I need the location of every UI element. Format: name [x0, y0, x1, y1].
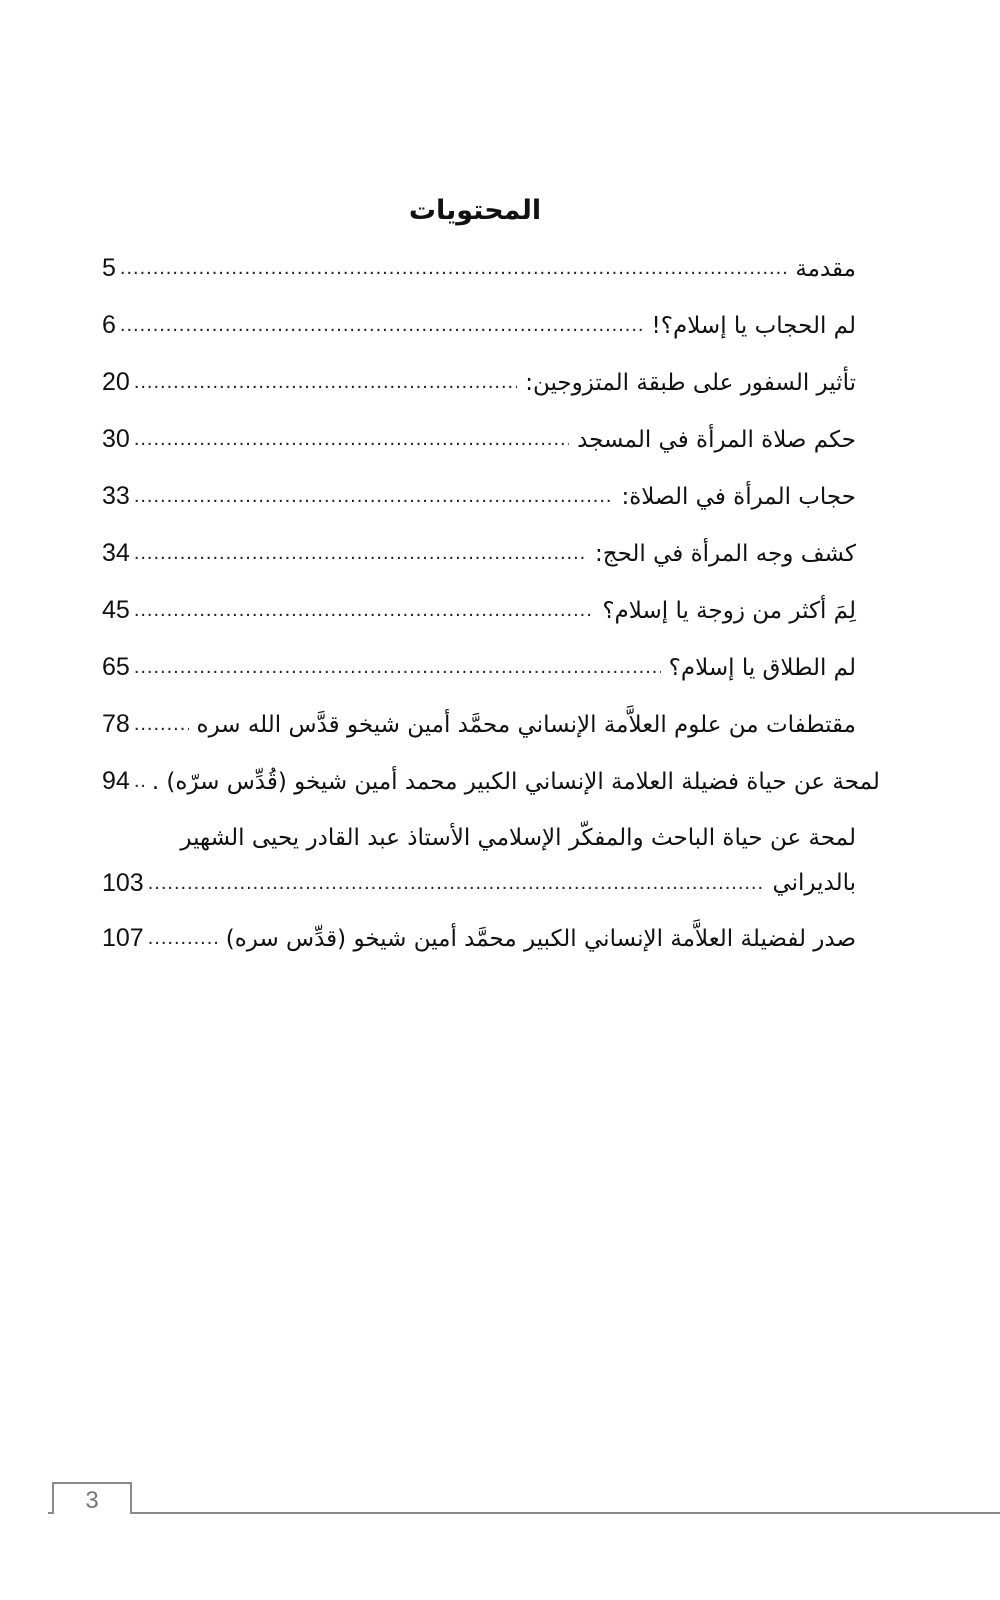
toc-entry — [102, 354, 856, 411]
toc-entry-title: حجاب المرأة في الصلاة: — [621, 483, 856, 510]
toc-entry-title: لِمَ أكثر من زوجة يا إسلام؟ — [602, 597, 856, 624]
toc-entry-title-continued: بالديراني — [772, 870, 856, 896]
toc-entry — [102, 696, 856, 753]
toc-entry-title: لمحة عن حياة فضيلة العلامة الإنساني الكبير محمد أمين شيخو (قُدِّس سرّه) . — [151, 768, 880, 795]
toc-entry-page: 5 — [102, 254, 116, 282]
toc-entry-title: كشف وجه المرأة في الحج: — [594, 540, 856, 567]
toc-entry-title: لمحة عن حياة الباحث والمفكّر الإسلامي الأستاذ عبد القادر يحيى الشهير — [180, 825, 856, 851]
toc-entry-page: 20 — [102, 368, 130, 396]
toc-entry — [102, 411, 856, 468]
dot-leader — [120, 314, 644, 337]
page-number: 3 — [52, 1482, 132, 1514]
toc-entry — [102, 753, 880, 810]
toc-entry-page: 30 — [102, 425, 130, 453]
toc-entry-title: تأثير السفور على طبقة المتزوجين: — [525, 369, 856, 396]
toc-entry — [102, 240, 856, 297]
toc-entry — [102, 468, 856, 525]
toc-entry-title: لم الحجاب يا إسلام؟! — [651, 312, 856, 339]
toc-entry-title: مقدمة — [795, 255, 856, 282]
toc-list — [102, 240, 880, 967]
toc-entry — [102, 582, 856, 639]
toc-entry — [102, 910, 856, 967]
toc-title: المحتويات — [408, 195, 542, 226]
dot-leader — [148, 927, 218, 950]
dot-leader — [134, 542, 587, 565]
footer-rule — [48, 1512, 1000, 1514]
toc-entry-title: مقتطفات من علوم العلاَّمة الإنساني محمَّد أمين شيخو قدَّس الله سره — [196, 711, 856, 738]
toc-entry-page: 78 — [102, 710, 130, 738]
toc-entry — [102, 639, 856, 696]
toc-entry-page: 45 — [102, 596, 130, 624]
toc-entry — [102, 525, 856, 582]
toc-entry-title: لم الطلاق يا إسلام؟ — [668, 654, 856, 681]
dot-leader — [134, 713, 189, 736]
toc-entry — [102, 810, 856, 910]
toc-entry-page: 6 — [102, 311, 116, 339]
toc-entry-page: 33 — [102, 482, 130, 510]
dot-leader — [134, 428, 569, 451]
toc-entry-page: 107 — [102, 924, 144, 952]
toc-entry-title: حكم صلاة المرأة في المسجد — [577, 426, 856, 453]
toc-entry-page: 94 — [102, 767, 130, 795]
toc-entry-page: 65 — [102, 653, 130, 681]
toc-entry-title: صدر لفضيلة العلاَّمة الإنساني الكبير محمَّد أمين شيخو (قدِّس سره) — [225, 925, 856, 952]
toc-entry — [102, 297, 856, 354]
toc-entry-page: 103 — [102, 868, 144, 897]
dot-leader — [134, 599, 595, 622]
dot-leader — [148, 872, 765, 895]
dot-leader — [134, 656, 661, 679]
dot-leader — [134, 485, 614, 508]
toc-entry-page: 34 — [102, 539, 130, 567]
dot-leader — [134, 770, 144, 793]
dot-leader — [120, 257, 787, 280]
toc-entry-line2 — [102, 861, 856, 905]
dot-leader — [134, 371, 517, 394]
